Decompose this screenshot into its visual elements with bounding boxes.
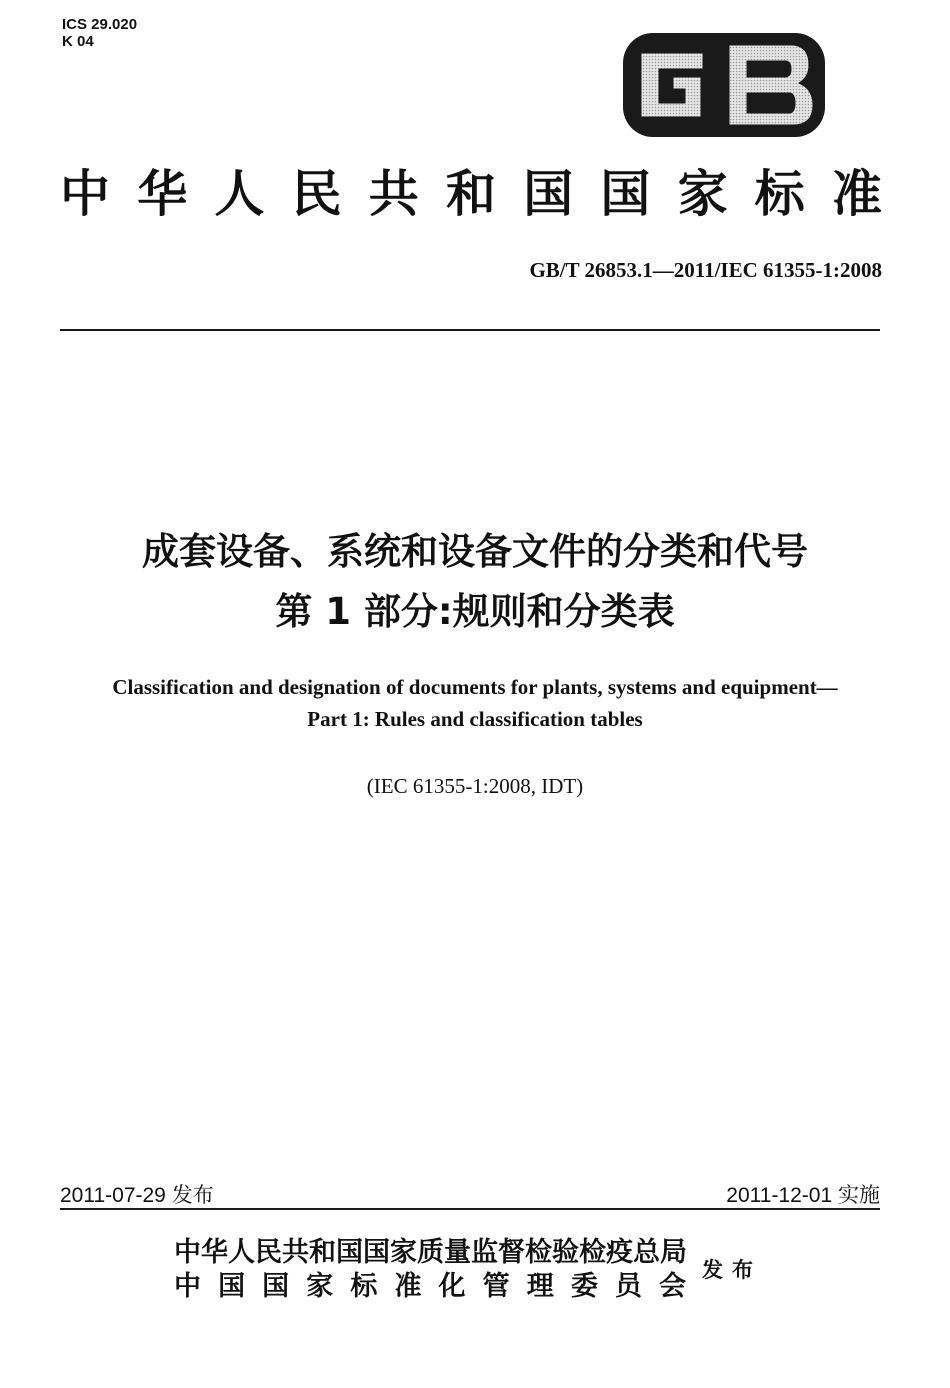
english-title-line1: Classification and designation of documents for plants, systems and equipment— <box>112 675 838 699</box>
ccs-code: K 04 <box>62 33 94 50</box>
equivalence-note: (IEC 61355-1:2008, IDT) <box>366 774 584 798</box>
national-standard-title: 中华人民共和国国家标准 <box>60 165 882 223</box>
implementation-date: 2011-12-01 实施 <box>726 1184 880 1207</box>
issuer-aqsiq: 中华人民共和国国家质量监督检验检疫总局 <box>174 1237 686 1268</box>
footer-divider <box>60 1208 880 1210</box>
publish-label: 发布 <box>702 1257 762 1282</box>
classification-codes <box>62 16 137 50</box>
english-title-line2: Part 1: Rules and classification tables <box>307 707 643 731</box>
issuer-sac: 中国国家标准化管理委员会 <box>174 1271 686 1302</box>
chinese-title-line2: 第 1 部分:规则和分类表 <box>275 590 675 633</box>
chinese-title-line1: 成套设备、系统和设备文件的分类和代号 <box>142 530 808 573</box>
ics-code: ICS 29.020 <box>62 16 138 33</box>
standard-number: GB/T 26853.1—2011/IEC 61355-1:2008 <box>529 258 882 282</box>
issue-date: 2011-07-29 发布 <box>60 1184 214 1207</box>
header-divider <box>60 329 880 331</box>
gb-logo <box>621 31 827 139</box>
